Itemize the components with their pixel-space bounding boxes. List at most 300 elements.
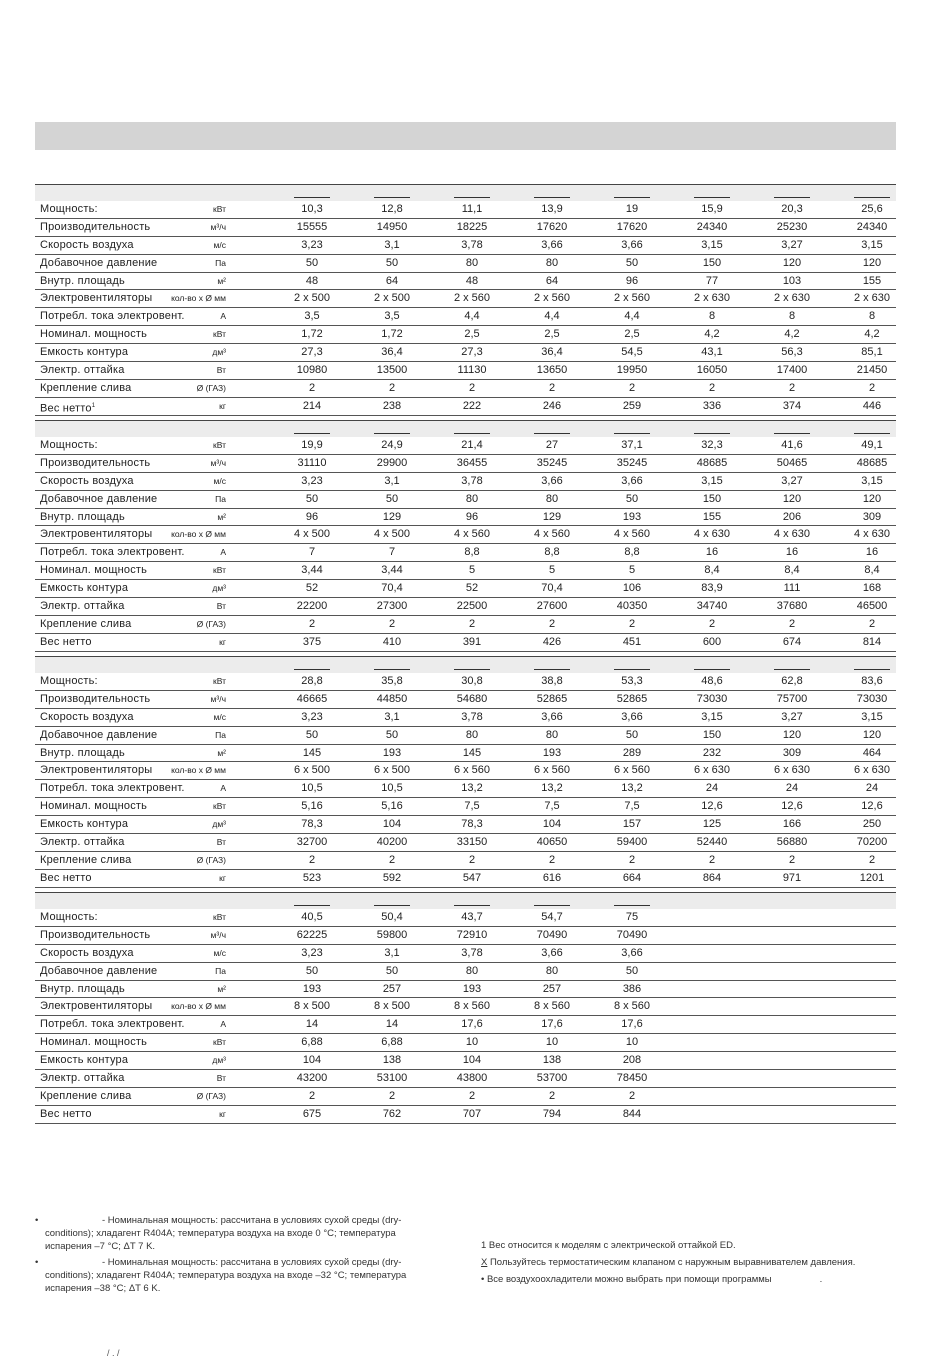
table-cell: 3,27	[781, 474, 803, 487]
table-cell: 3,1	[384, 238, 400, 251]
x-mark: X	[481, 1257, 488, 1268]
table-cell: 157	[622, 818, 642, 831]
table-cell: 14	[305, 1018, 319, 1031]
table-cell: 24,9	[381, 439, 403, 451]
table-cell: 54680	[456, 692, 488, 705]
table-cell: 2	[308, 853, 316, 866]
table-cell: 3,1	[384, 710, 400, 723]
row-label: Добавочное давление	[40, 256, 158, 269]
row-label: Электр. оттайка	[40, 1072, 125, 1085]
table-cell: 35245	[616, 456, 648, 469]
model-column-marker	[694, 669, 730, 670]
table-cell: 13,9	[541, 203, 563, 215]
table-cell: 50,4	[381, 911, 403, 923]
row-label: Внутр. площадь	[40, 746, 125, 759]
table-cell: 5,16	[301, 800, 323, 813]
table-cell: 17,6	[541, 1018, 563, 1031]
table-cell: 4 x 630	[853, 528, 891, 541]
table-cell: 4 x 630	[693, 528, 731, 541]
row-unit: Вт	[216, 601, 226, 612]
row-label: Электр. оттайка	[40, 836, 125, 849]
table-cell: 232	[702, 746, 722, 759]
table-cell: 150	[702, 492, 722, 505]
table-cell: 16	[705, 546, 719, 559]
footnote-software	[481, 1274, 822, 1285]
table-cell: 2	[628, 617, 636, 630]
bullet: •	[35, 1215, 39, 1226]
table-cell: 15,9	[701, 203, 723, 215]
table-cell: 21,4	[461, 439, 483, 451]
table-cell: 4 x 500	[373, 528, 411, 541]
spec-section-2	[35, 420, 896, 652]
table-cell: 56880	[776, 836, 808, 849]
table-cell: 257	[382, 982, 402, 995]
table-cell: 6 x 500	[293, 764, 331, 777]
table-cell: 19950	[616, 364, 648, 377]
section-header	[35, 420, 896, 437]
row-label: Мощность:	[40, 911, 98, 923]
table-row	[35, 834, 896, 852]
table-cell: 2 x 500	[373, 292, 411, 305]
row-unit: дм³	[212, 347, 226, 358]
model-column-marker	[294, 669, 330, 670]
row-label: Добавочное давление	[40, 964, 158, 977]
table-cell: 22500	[456, 600, 488, 613]
model-column-marker	[694, 433, 730, 434]
table-row	[35, 455, 896, 473]
table-cell: 3,15	[701, 710, 723, 723]
row-unit: кВт	[213, 1037, 226, 1048]
footnote-text: - Номинальная мощность: рассчитана в условиях сухой среды (dry-conditions); хладагент R404A; температура воздуха на входе 0 °С; температура испарения –7 °С; ΔT 7 K.	[45, 1215, 402, 1252]
table-cell: 35245	[536, 456, 568, 469]
table-row	[35, 273, 896, 291]
table-cell: 3,15	[861, 474, 883, 487]
row-unit: м/с	[213, 711, 226, 722]
table-row	[35, 673, 896, 691]
table-cell: 10	[465, 1036, 479, 1049]
table-cell: 106	[622, 582, 642, 595]
table-cell: 48685	[696, 456, 728, 469]
table-cell: 52	[465, 582, 479, 595]
table-cell: 36,4	[541, 346, 563, 359]
table-row	[35, 816, 896, 834]
table-cell: 3,66	[621, 946, 643, 959]
table-cell: 46500	[856, 600, 888, 613]
table-cell: 4 x 560	[533, 528, 571, 541]
model-column-marker	[854, 197, 890, 198]
row-unit: Па	[215, 493, 226, 504]
table-cell: 13500	[376, 364, 408, 377]
table-cell: 104	[542, 818, 562, 831]
table-cell: 3,78	[461, 474, 483, 487]
table-cell: 4,4	[624, 310, 640, 323]
table-cell: 72910	[456, 928, 488, 941]
table-cell: 59800	[376, 928, 408, 941]
table-row	[35, 491, 896, 509]
row-label: Мощность:	[40, 203, 98, 215]
model-column-marker	[534, 433, 570, 434]
table-cell: 8 x 500	[293, 1000, 331, 1013]
table-cell: 24340	[696, 220, 728, 233]
row-label: Скорость воздуха	[40, 238, 134, 251]
table-cell: 2	[308, 617, 316, 630]
table-cell: 12,6	[781, 800, 803, 813]
table-cell: 13,2	[621, 782, 643, 795]
table-cell: 8 x 560	[533, 1000, 571, 1013]
row-label: Электровентиляторы	[40, 292, 153, 305]
row-unit: кол-во x Ø мм	[171, 529, 226, 540]
table-cell: 35,8	[381, 675, 403, 687]
table-cell: 80	[545, 728, 559, 741]
table-cell: 145	[462, 746, 482, 759]
table-cell: 375	[302, 635, 322, 648]
table-cell: 7,5	[544, 800, 560, 813]
table-cell: 600	[702, 635, 722, 648]
table-cell: 96	[305, 510, 319, 523]
row-label: Скорость воздуха	[40, 474, 134, 487]
table-row	[35, 544, 896, 562]
row-unit: кг	[219, 400, 226, 411]
table-cell: 8,4	[704, 564, 720, 577]
footnote-left-1	[35, 1214, 445, 1253]
table-row	[35, 398, 896, 416]
table-cell: 592	[382, 871, 402, 884]
table-cell: 19	[625, 203, 639, 215]
row-label: Крепление слива	[40, 617, 132, 630]
row-label: Потребл. тока электровент.	[40, 1018, 185, 1031]
table-cell: 5	[548, 564, 556, 577]
model-column-marker	[854, 669, 890, 670]
row-unit: Па	[215, 729, 226, 740]
table-cell: 2	[628, 853, 636, 866]
table-cell: 59400	[616, 836, 648, 849]
table-cell: 27	[545, 439, 559, 451]
table-cell: 3,5	[384, 310, 400, 323]
row-unit: кол-во x Ø мм	[171, 765, 226, 776]
table-cell: 336	[702, 399, 722, 412]
table-row	[35, 1016, 896, 1034]
table-row	[35, 326, 896, 344]
table-row	[35, 473, 896, 491]
table-cell: 8 x 560	[613, 1000, 651, 1013]
row-unit: кол-во x Ø мм	[171, 1001, 226, 1012]
row-unit: кВт	[213, 801, 226, 812]
table-cell: 37,1	[621, 439, 643, 451]
table-cell: 1,72	[381, 328, 403, 341]
model-column-marker	[774, 433, 810, 434]
table-cell: 2,5	[624, 328, 640, 341]
table-cell: 5,16	[381, 800, 403, 813]
table-cell: 16050	[696, 364, 728, 377]
table-cell: 208	[622, 1054, 642, 1067]
model-column-marker	[774, 197, 810, 198]
row-label: Внутр. площадь	[40, 510, 125, 523]
table-row	[35, 691, 896, 709]
page-marks: / . /	[107, 1348, 120, 1358]
model-column-marker	[374, 197, 410, 198]
table-cell: 40650	[536, 836, 568, 849]
table-cell: 28,8	[301, 675, 323, 687]
table-cell: 17,6	[621, 1018, 643, 1031]
table-cell: 16	[865, 546, 879, 559]
table-cell: 289	[622, 746, 642, 759]
table-cell: 2	[388, 617, 396, 630]
table-cell: 30,8	[461, 675, 483, 687]
table-cell: 2	[788, 381, 796, 394]
table-cell: 43,7	[461, 911, 483, 923]
table-cell: 18225	[456, 220, 488, 233]
row-unit: м/с	[213, 239, 226, 250]
table-cell: 2	[868, 853, 876, 866]
table-cell: 257	[542, 982, 562, 995]
table-cell: 3,78	[461, 238, 483, 251]
table-cell: 145	[302, 746, 322, 759]
table-cell: 193	[302, 982, 322, 995]
table-cell: 3,66	[541, 710, 563, 723]
table-row	[35, 219, 896, 237]
table-cell: 222	[462, 399, 482, 412]
table-cell: 410	[382, 635, 402, 648]
row-unit: кол-во x Ø мм	[171, 293, 226, 304]
table-cell: 3,1	[384, 474, 400, 487]
table-cell: 27300	[376, 600, 408, 613]
row-label: Вес нетто	[40, 1107, 92, 1120]
table-cell: 6 x 560	[533, 764, 571, 777]
table-cell: 7,5	[464, 800, 480, 813]
row-unit: кВт	[213, 440, 226, 450]
footnote-text: Пользуйтесь термостатическим клапаном с наружным выравнивателем давления.	[487, 1257, 856, 1268]
row-unit: кг	[219, 872, 226, 883]
table-cell: 64	[545, 274, 559, 287]
table-cell: 3,78	[461, 946, 483, 959]
table-cell: 53700	[536, 1072, 568, 1085]
table-cell: 21450	[856, 364, 888, 377]
table-cell: 2 x 630	[853, 292, 891, 305]
table-cell: 3,23	[301, 946, 323, 959]
table-cell: 48	[305, 274, 319, 287]
row-unit: Ø (ГАЗ)	[196, 854, 226, 865]
row-unit: м²	[217, 983, 226, 994]
table-cell: 50	[305, 492, 319, 505]
model-column-marker	[454, 433, 490, 434]
table-cell: 4 x 630	[773, 528, 811, 541]
table-cell: 10,5	[381, 782, 403, 795]
row-label: Электровентиляторы	[40, 528, 153, 541]
table-cell: 391	[462, 635, 482, 648]
table-cell: 13650	[536, 364, 568, 377]
model-column-marker	[534, 197, 570, 198]
model-column-marker	[614, 197, 650, 198]
table-cell: 40350	[616, 600, 648, 613]
row-label: Электр. оттайка	[40, 600, 125, 613]
table-row	[35, 870, 896, 888]
table-cell: 10	[625, 1036, 639, 1049]
model-column-marker	[374, 905, 410, 906]
table-cell: 2	[708, 853, 716, 866]
table-cell: 70,4	[381, 582, 403, 595]
table-cell: 33150	[456, 836, 488, 849]
table-cell: 19,9	[301, 439, 323, 451]
table-cell: 2 x 560	[613, 292, 651, 305]
model-column-marker	[454, 905, 490, 906]
model-column-marker	[454, 197, 490, 198]
table-cell: 246	[542, 399, 562, 412]
row-label: Скорость воздуха	[40, 710, 134, 723]
table-cell: 2	[388, 1089, 396, 1102]
table-cell: 50	[625, 492, 639, 505]
table-cell: 6,88	[381, 1036, 403, 1049]
table-cell: 104	[382, 818, 402, 831]
table-cell: 4,2	[864, 328, 880, 341]
table-cell: 193	[382, 746, 402, 759]
table-row	[35, 616, 896, 634]
table-cell: 13,2	[461, 782, 483, 795]
table-cell: 96	[465, 510, 479, 523]
table-cell: 50	[385, 964, 399, 977]
table-cell: 78450	[616, 1072, 648, 1085]
table-cell: 2	[308, 381, 316, 394]
row-unit: Па	[215, 965, 226, 976]
table-cell: 52865	[536, 692, 568, 705]
table-cell: 83,9	[701, 582, 723, 595]
table-cell: 27600	[536, 600, 568, 613]
row-label: Производительность	[40, 692, 151, 705]
table-cell: 64	[385, 274, 399, 287]
table-cell: 27,3	[301, 346, 323, 359]
table-row	[35, 237, 896, 255]
table-cell: 3,44	[301, 564, 323, 577]
table-cell: 4,4	[464, 310, 480, 323]
table-cell: 2 x 630	[693, 292, 731, 305]
table-cell: 10,5	[301, 782, 323, 795]
table-cell: 75700	[776, 692, 808, 705]
table-cell: 14	[385, 1018, 399, 1031]
row-unit: Па	[215, 257, 226, 268]
row-label: Вес нетто	[40, 871, 92, 884]
table-row	[35, 798, 896, 816]
table-cell: 1,72	[301, 328, 323, 341]
model-column-marker	[854, 433, 890, 434]
row-label: Мощность:	[40, 675, 98, 687]
table-cell: 193	[462, 982, 482, 995]
table-cell: 104	[462, 1054, 482, 1067]
table-cell: 3,66	[621, 710, 643, 723]
table-cell: 2	[548, 617, 556, 630]
table-cell: 120	[862, 256, 882, 269]
row-unit: дм³	[212, 819, 226, 830]
table-cell: 125	[702, 818, 722, 831]
table-cell: 10	[545, 1036, 559, 1049]
table-cell: 250	[862, 818, 882, 831]
row-unit: Вт	[216, 365, 226, 376]
row-unit: м²	[217, 511, 226, 522]
table-cell: 12,6	[701, 800, 723, 813]
table-cell: 52	[305, 582, 319, 595]
row-unit: Ø (ГАЗ)	[196, 1090, 226, 1101]
table-cell: 674	[782, 635, 802, 648]
table-cell: 3,23	[301, 710, 323, 723]
table-cell: 80	[545, 492, 559, 505]
row-label: Скорость воздуха	[40, 946, 134, 959]
model-column-marker	[534, 669, 570, 670]
table-row	[35, 1070, 896, 1088]
table-cell: 36455	[456, 456, 488, 469]
table-cell: 48685	[856, 456, 888, 469]
row-unit: м³/ч	[210, 221, 226, 232]
table-row	[35, 1106, 896, 1124]
table-cell: 3,27	[781, 238, 803, 251]
table-cell: 12,6	[861, 800, 883, 813]
table-cell: 2	[788, 617, 796, 630]
table-cell: 5	[468, 564, 476, 577]
table-cell: 426	[542, 635, 562, 648]
table-cell: 2	[628, 1089, 636, 1102]
table-row	[35, 909, 896, 927]
row-unit: кВт	[213, 565, 226, 576]
row-label: Емкость контура	[40, 346, 129, 359]
table-cell: 6 x 560	[613, 764, 651, 777]
table-cell: 6 x 630	[693, 764, 731, 777]
table-cell: 3,27	[781, 710, 803, 723]
table-cell: 70490	[536, 928, 568, 941]
row-label: Номинал. мощность	[40, 564, 148, 577]
table-cell: 259	[622, 399, 642, 412]
table-cell: 2	[468, 853, 476, 866]
table-cell: 2	[868, 617, 876, 630]
table-cell: 8	[788, 310, 796, 323]
table-cell: 2	[548, 381, 556, 394]
row-unit: м³/ч	[210, 457, 226, 468]
table-cell: 17,6	[461, 1018, 483, 1031]
footnote-weight: 1 Вес относится к моделям с электрической оттайкой ED.	[481, 1240, 736, 1251]
model-column-marker	[294, 905, 330, 906]
model-column-marker	[614, 905, 650, 906]
table-cell: 309	[782, 746, 802, 759]
row-label: Номинал. мощность	[40, 1036, 148, 1049]
table-cell: 8	[868, 310, 876, 323]
table-row	[35, 1088, 896, 1106]
table-cell: 3,66	[541, 474, 563, 487]
table-row	[35, 945, 896, 963]
table-cell: 70200	[856, 836, 888, 849]
table-cell: 104	[302, 1054, 322, 1067]
table-cell: 103	[782, 274, 802, 287]
table-cell: 80	[465, 492, 479, 505]
row-label: Внутр. площадь	[40, 274, 125, 287]
table-cell: 3,15	[861, 238, 883, 251]
table-row	[35, 380, 896, 398]
table-row	[35, 526, 896, 544]
row-label: Потребл. тока электровент.	[40, 546, 185, 559]
row-unit: кВт	[213, 676, 226, 686]
footnote-text: • Все воздухоохладители можно выбрать при помощи программы	[481, 1274, 772, 1285]
table-cell: 451	[622, 635, 642, 648]
table-row	[35, 727, 896, 745]
table-cell: 70490	[616, 928, 648, 941]
table-cell: 120	[782, 728, 802, 741]
footnote-valve	[481, 1257, 855, 1268]
table-cell: 309	[862, 510, 882, 523]
table-cell: 2	[308, 1089, 316, 1102]
row-label: Емкость контура	[40, 818, 129, 831]
table-cell: 50	[305, 964, 319, 977]
table-cell: 2	[868, 381, 876, 394]
footnote-ref: 1	[91, 402, 96, 409]
table-row	[35, 598, 896, 616]
table-cell: 193	[542, 746, 562, 759]
table-cell: 44850	[376, 692, 408, 705]
table-cell: 25,6	[861, 203, 883, 215]
